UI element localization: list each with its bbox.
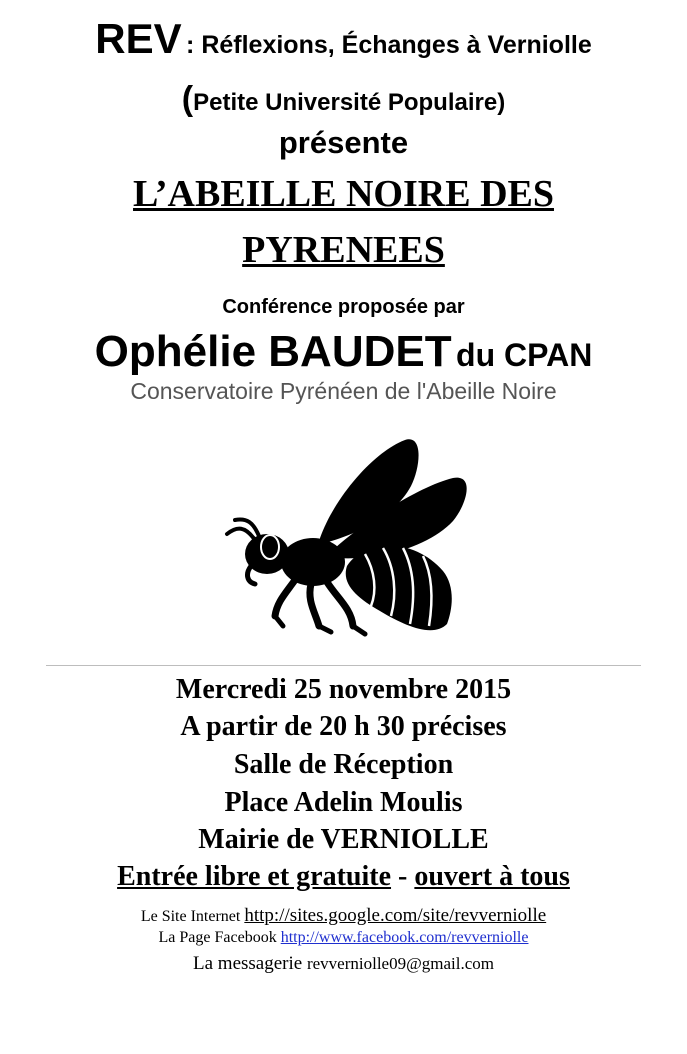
website-link[interactable]: http://sites.google.com/site/revverniolle bbox=[244, 905, 547, 926]
organizer-acronym: REV bbox=[95, 15, 182, 62]
website-label: Le Site Internet bbox=[140, 908, 241, 925]
presents-label: présente bbox=[278, 125, 409, 160]
event-date: Mercredi 25 novembre 2015 bbox=[175, 674, 512, 705]
conference-intro: Conférence proposée par bbox=[222, 296, 465, 318]
event-place: Place Adelin Moulis bbox=[224, 787, 463, 818]
organizer-subtitle bbox=[0, 82, 687, 116]
event-venue: Mairie de VERNIOLLE bbox=[198, 824, 489, 855]
email-label: La messagerie bbox=[193, 953, 303, 974]
entry-separator: - bbox=[398, 861, 408, 892]
entry-audience-label: ouvert à tous bbox=[414, 861, 570, 892]
organizer-heading bbox=[0, 15, 687, 62]
email-line bbox=[0, 954, 687, 973]
horizontal-divider bbox=[46, 665, 641, 666]
entry-line bbox=[0, 863, 687, 891]
speaker-name: Ophélie BAUDET bbox=[94, 327, 452, 376]
event-title-line-1: L’ABEILLE NOIRE DES bbox=[133, 173, 554, 215]
subtitle-text: Petite Université Populaire bbox=[193, 89, 498, 116]
organizer-full-name: : Réflexions, Échanges à Verniolle bbox=[186, 31, 592, 59]
website-line bbox=[0, 906, 687, 925]
organization-full-name: Conservatoire Pyrénéen de l'Abeille Noire bbox=[130, 378, 557, 404]
event-title-line-2: PYRENEES bbox=[242, 229, 445, 271]
subtitle-open-paren: ( bbox=[181, 80, 194, 118]
event-time: A partir de 20 h 30 précises bbox=[180, 711, 507, 742]
entry-free-label: Entrée libre et gratuite bbox=[117, 861, 392, 892]
facebook-link[interactable]: http://www.facebook.com/revverniolle bbox=[280, 929, 529, 946]
email-address[interactable]: revverniolle09@gmail.com bbox=[306, 954, 494, 973]
black-bee-icon bbox=[215, 426, 475, 652]
facebook-line bbox=[0, 930, 687, 946]
speaker-organization: du CPAN bbox=[456, 337, 593, 373]
speaker-line bbox=[0, 327, 687, 376]
event-room: Salle de Réception bbox=[233, 749, 454, 780]
subtitle-close-paren: ) bbox=[497, 89, 506, 116]
facebook-label: La Page Facebook bbox=[158, 929, 277, 946]
